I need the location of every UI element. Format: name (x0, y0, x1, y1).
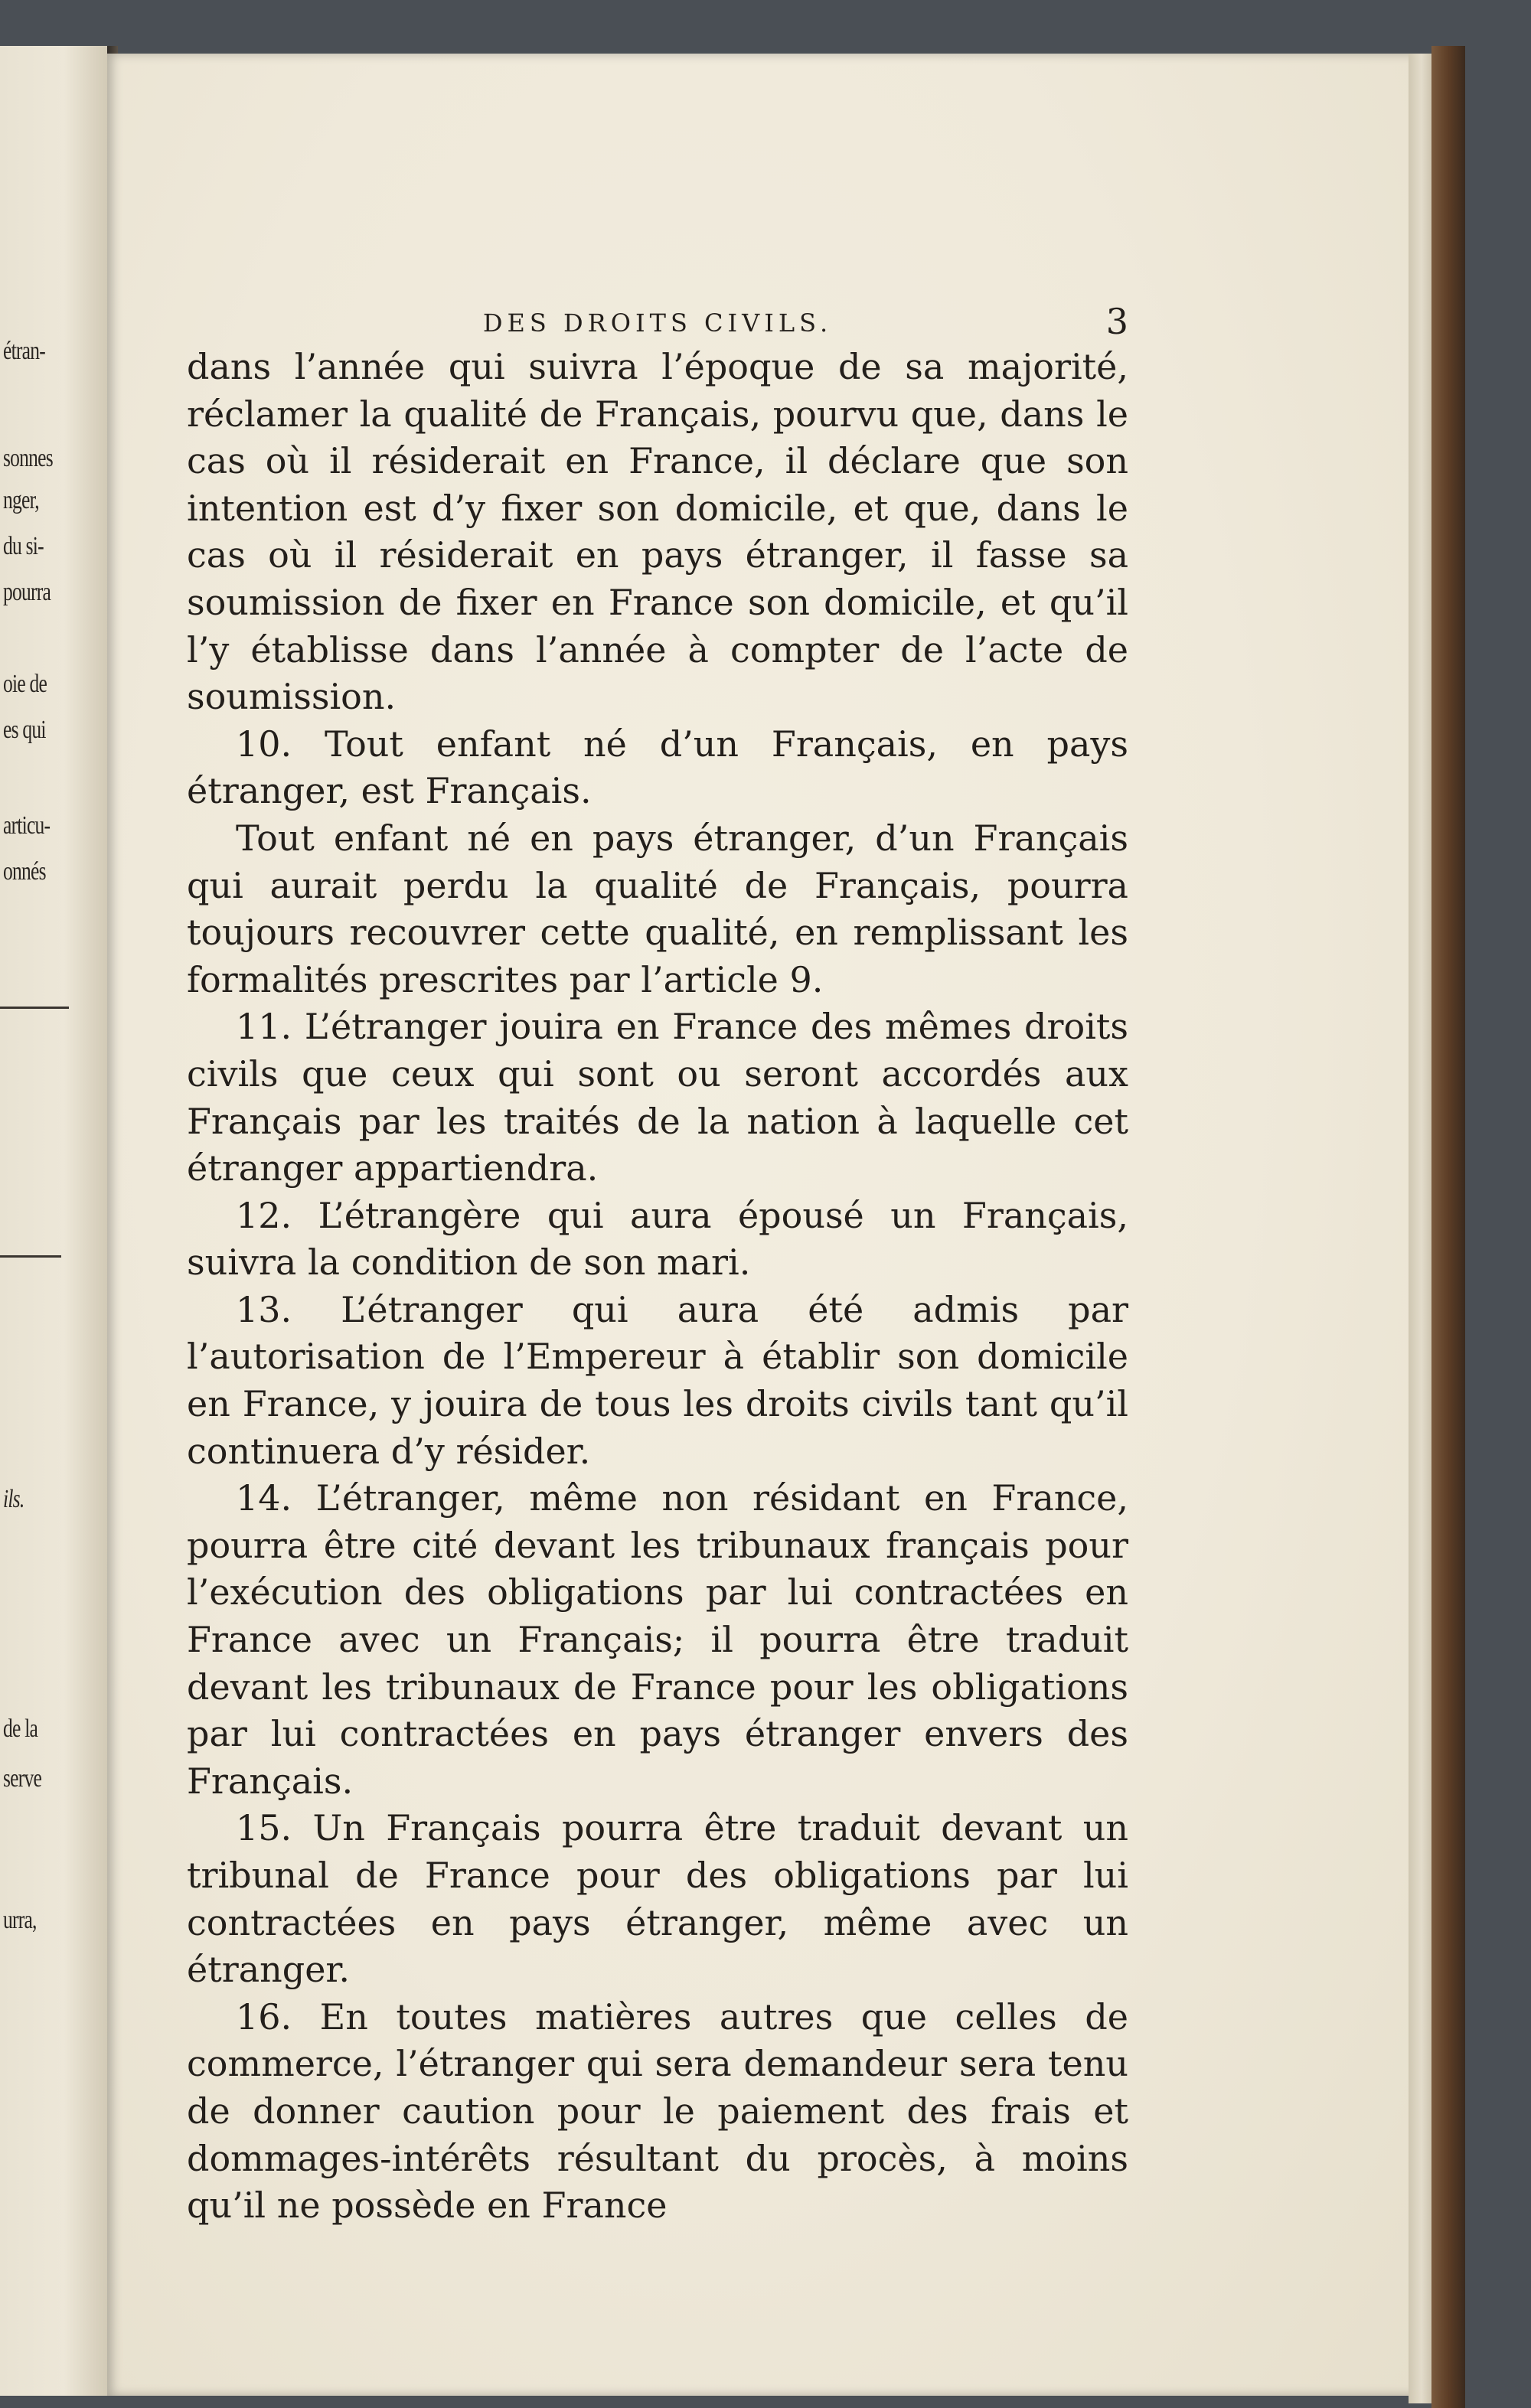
article-15: 15. Un Français pourra être traduit devant un tribunal de France pour des obligations par lui contractées en pays étranger, même avec un étranger. (187, 1807, 1128, 1991)
article-10: 10. Tout enfant né d’un Français, en pays étranger, est Français. (187, 723, 1128, 812)
page-text-block (187, 301, 1128, 2230)
facing-fragment: es qui (3, 716, 46, 744)
facing-fragment: onnés (3, 857, 46, 886)
paragraph: dans l’année qui suivra l’époque de sa majorité, réclamer la qualité de Français, pourvu que, dans le cas où il résiderait en France, il déclare que son intention est d’y fixer son domicile, et que, dans le cas où il résiderait en pays étranger, il fasse sa soumission de fixer en France son domicile, et qu’il l’y établisse dans l’année à compter de l’acte de soumission. (187, 346, 1128, 718)
article-16: 16. En toutes matières autres que celles de commerce, l’étranger qui sera demandeur sera tenu de donner caution pour le paiement des frais et dommages-intérêts résultant du procès, à moins qu’il ne possède en France (187, 1995, 1128, 2227)
article-11: 11. L’étranger jouira en France des mêmes droits civils que ceux qui sont ou seront accordés aux Français par les traités de la nation à laquelle cet étranger appartiendra. (187, 1006, 1128, 1189)
running-head (187, 301, 1128, 344)
article-13: 13. L’étranger qui aura été admis par l’autorisation de l’Empereur à établir son domicile en France, y jouira de tous les droits civils tant qu’il continuera d’y résider. (187, 1288, 1128, 1472)
book-cover-edge (1431, 46, 1465, 2408)
article-14: 14. L’étranger, même non résidant en France, pourra être cité devant les tribunaux français pour l’exécution des obligations par lui contractées en France avec un Français; il pourra être traduit devant les tribunaux de France pour les obligations par lui contractées en pays étranger envers des Français. (187, 1477, 1128, 1802)
paragraph: Tout enfant né en pays étranger, d’un Français qui aurait perdu la qualité de Français, pourra toujours recouvrer cette qualité, en remplissant les formalités prescrites par l’article 9. (187, 817, 1128, 1000)
facing-fragment: étran- (3, 337, 45, 365)
facing-fragment: ils. (3, 1485, 24, 1513)
article-12: 12. L’étrangère qui aura épousé un Français, suivra la condition de son mari. (187, 1194, 1128, 1284)
facing-fragment: de la (3, 1715, 38, 1743)
facing-rule (0, 1255, 61, 1258)
page-number: 3 (1105, 301, 1128, 342)
facing-ornament-rule (0, 1007, 69, 1009)
facing-fragment: sonnes (3, 444, 53, 472)
facing-fragment: serve (3, 1764, 42, 1793)
facing-fragment: articu- (3, 811, 51, 840)
facing-fragment: oie de (3, 670, 47, 698)
facing-page-edge (0, 46, 107, 2396)
facing-fragment: nger, (3, 486, 39, 514)
facing-fragment: du si- (3, 532, 44, 560)
running-title: DES DROITS CIVILS. (482, 308, 833, 338)
facing-fragment: urra, (3, 1906, 37, 1934)
facing-fragment: pourra (3, 578, 51, 606)
